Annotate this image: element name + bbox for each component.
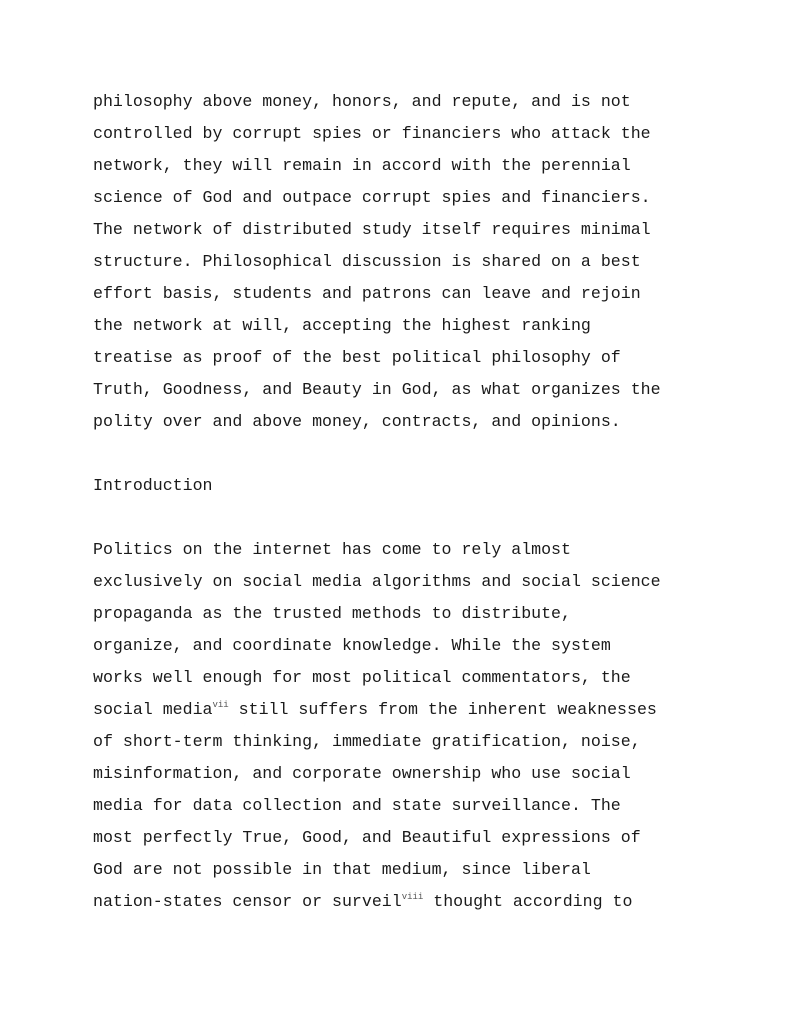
text-line-with-footnote <box>93 886 753 918</box>
text-line: of short-term thinking, immediate gratification, noise, <box>93 732 641 751</box>
text-fragment: nation-states censor or surveil <box>93 892 402 911</box>
paragraph-introduction <box>93 534 753 918</box>
text-fragment: thought according to <box>423 892 633 911</box>
text-line: media for data collection and state surveillance. The <box>93 796 621 815</box>
paragraph-continuation <box>93 86 753 438</box>
text-line: Politics on the internet has come to rely almost <box>93 540 571 559</box>
text-line: most perfectly True, Good, and Beautiful expressions of <box>93 828 641 847</box>
text-line: The network of distributed study itself requires minimal <box>93 220 651 239</box>
text-line: propaganda as the trusted methods to distribute, <box>93 604 571 623</box>
text-line: exclusively on social media algorithms and social science <box>93 572 661 591</box>
footnote-marker[interactable]: vii <box>212 700 229 710</box>
text-line: misinformation, and corporate ownership who use social <box>93 764 631 783</box>
text-line: organize, and coordinate knowledge. While the system <box>93 636 611 655</box>
section-heading <box>93 470 753 502</box>
text-line: science of God and outpace corrupt spies and financiers. <box>93 188 651 207</box>
text-fragment: social media <box>93 700 213 719</box>
text-line: structure. Philosophical discussion is shared on a best <box>93 252 641 271</box>
text-line: effort basis, students and patrons can leave and rejoin <box>93 284 641 303</box>
text-line: the network at will, accepting the highest ranking <box>93 316 591 335</box>
text-line: Truth, Goodness, and Beauty in God, as what organizes the <box>93 380 661 399</box>
text-fragment: still suffers from the inherent weaknesses <box>228 700 657 719</box>
text-line: controlled by corrupt spies or financiers who attack the <box>93 124 651 143</box>
footnote-marker[interactable]: viii <box>401 892 424 902</box>
text-line: God are not possible in that medium, since liberal <box>93 860 591 879</box>
text-line-with-footnote <box>93 694 753 726</box>
section-heading-text: Introduction <box>93 476 213 495</box>
text-line: works well enough for most political commentators, the <box>93 668 631 687</box>
text-line: philosophy above money, honors, and repute, and is not <box>93 92 631 111</box>
text-line: treatise as proof of the best political philosophy of <box>93 348 621 367</box>
text-line: polity over and above money, contracts, and opinions. <box>93 412 621 431</box>
text-line: network, they will remain in accord with the perennial <box>93 156 631 175</box>
